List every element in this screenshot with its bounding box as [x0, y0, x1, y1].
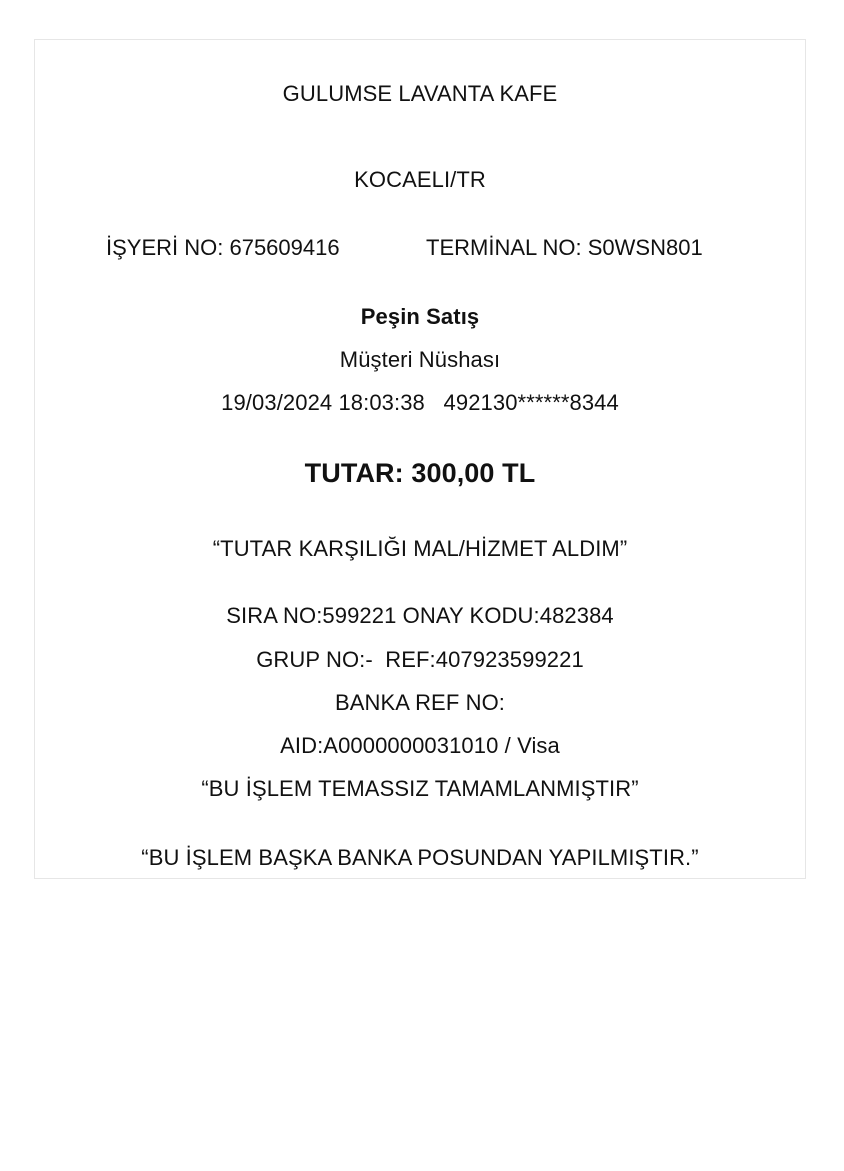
bank-reference: BANKA REF NO:	[334, 690, 505, 715]
aid-card-brand: AID:A0000000031010 / Visa	[280, 733, 560, 758]
contactless-note: “BU İŞLEM TEMASSIZ TAMAMLANMIŞTIR”	[201, 776, 639, 801]
terminal-number: TERMİNAL NO: S0WSN801	[426, 235, 703, 260]
sequence-approval-code: SIRA NO:599221 ONAY KODU:482384	[226, 603, 614, 628]
merchant-number: İŞYERİ NO: 675609416	[106, 235, 340, 260]
datetime-card-number: 19/03/2024 18:03:38 492130******8344	[221, 390, 619, 415]
copy-type: Müşteri Nüshası	[339, 347, 501, 372]
merchant-location: KOCAELI/TR	[354, 167, 486, 192]
other-bank-note: “BU İŞLEM BAŞKA BANKA POSUNDAN YAPILMIŞTIR.”	[141, 845, 699, 870]
acknowledgement-text: “TUTAR KARŞILIĞI MAL/HİZMET ALDIM”	[212, 536, 628, 561]
transaction-type: Peşin Satış	[360, 304, 480, 329]
amount-total: TUTAR: 300,00 TL	[304, 458, 536, 488]
merchant-name: GULUMSE LAVANTA KAFE	[282, 81, 558, 106]
receipt-slip	[34, 39, 806, 879]
group-reference: GRUP NO:- REF:407923599221	[256, 647, 584, 672]
